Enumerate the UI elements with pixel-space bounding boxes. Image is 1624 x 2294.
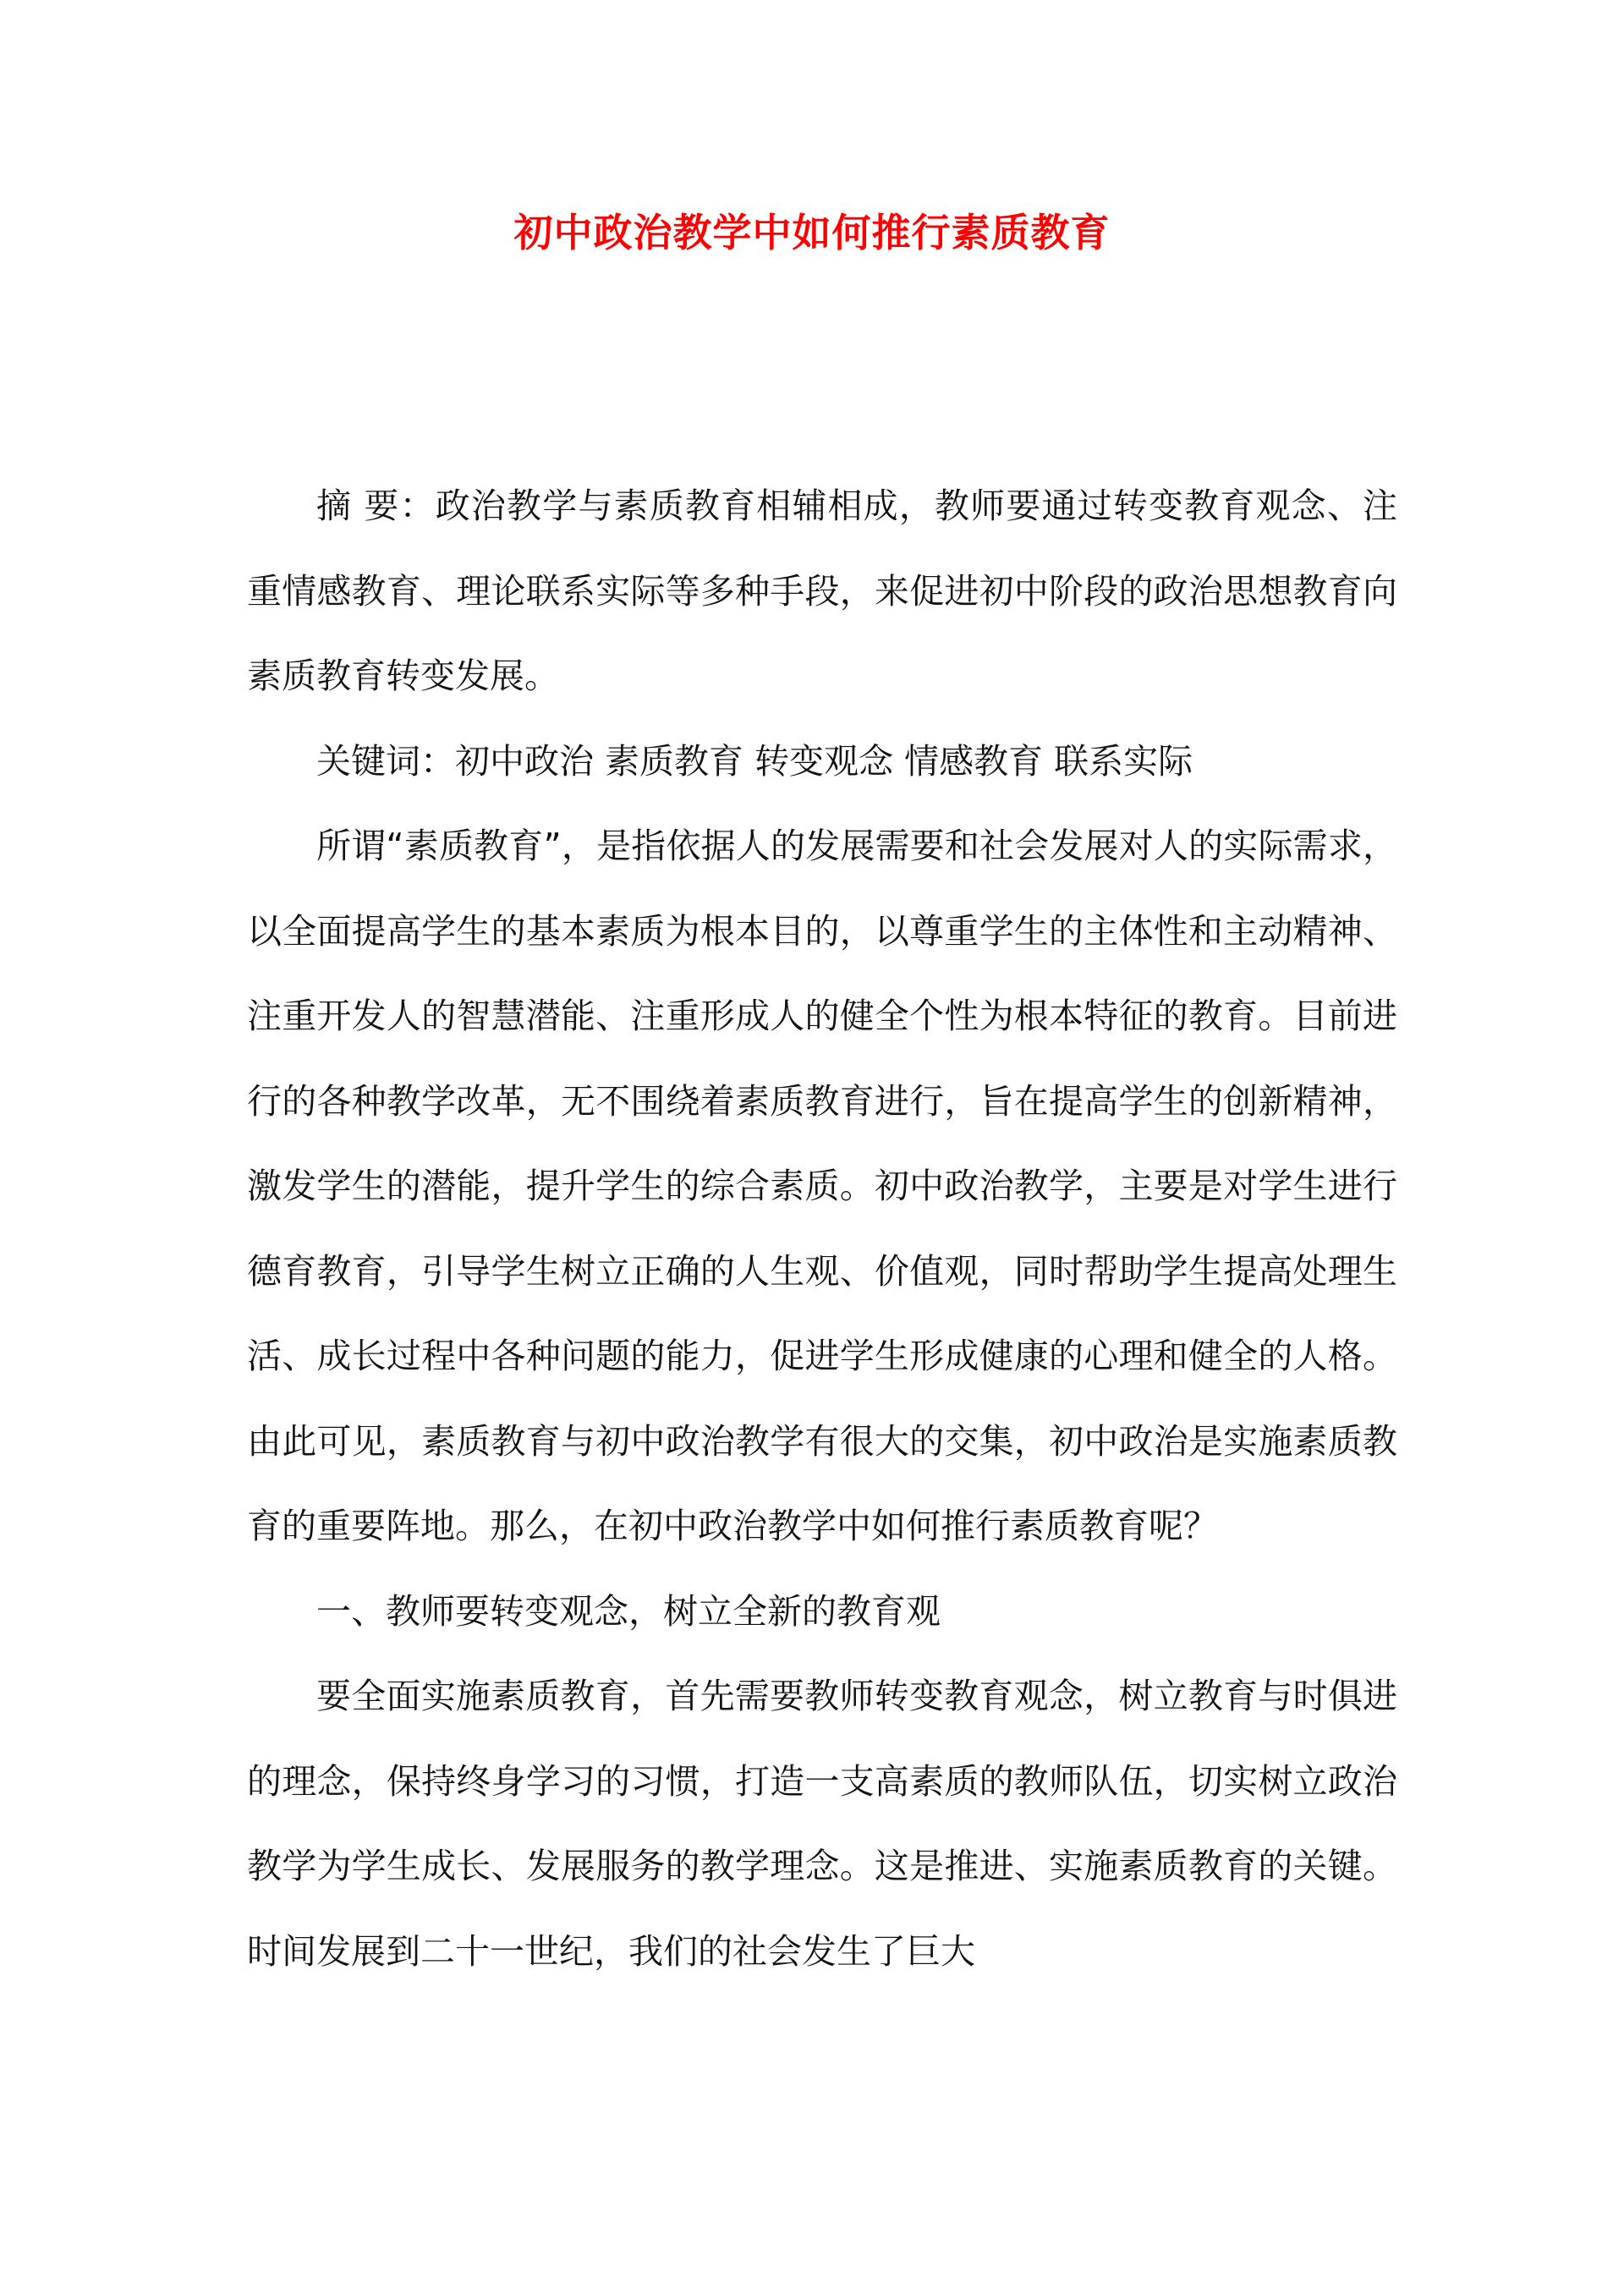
- body-paragraph: 要全面实施素质教育，首先需要教师转变教育观念，树立教育与时俱进的理念，保持终身学习的习惯，打造一支高素质的教师队伍，切实树立政治教学为学生成长、发展服务的教学理念。这是推进、实施素质教育的关键。时间发展到二十一世纪，我们的社会发生了巨大: [247, 1676, 1397, 1972]
- keywords-paragraph: 关键词：初中政治 素质教育 转变观念 情感教育 联系实际: [316, 740, 1193, 782]
- section-heading: 一、教师要转变观念，树立全新的教育观: [316, 1590, 941, 1632]
- document-body: [247, 464, 1397, 1994]
- abstract-paragraph: 摘 要：政治教学与素质教育相辅相成，教师要通过转变教育观念、注重情感教育、理论联系实际等多种手段，来促进初中阶段的政治思想教育向素质教育转变发展。: [247, 486, 1397, 696]
- document-title: 初中政治教学中如何推行素质教育: [513, 210, 1111, 255]
- body-paragraph: 所谓“素质教育”，是指依据人的发展需要和社会发展对人的实际需求，以全面提高学生的基本素质为根本目的，以尊重学生的主体性和主动精神、注重开发人的智慧潜能、注重形成人的健全个性为根本特征的教育。目前进行的各种教学改革，无不围绕着素质教育进行，旨在提高学生的创新精神，激发学生的潜能，提升学生的综合素质。初中政治教学，主要是对学生进行德育教育，引导学生树立正确的人生观、价值观，同时帮助学生提高处理生活、成长过程中各种问题的能力，促进学生形成健康的心理和健全的人格。由此可见，素质教育与初中政治教学有很大的交集，初中政治是实施素质教育的重要阵地。那么，在初中政治教学中如何推行素质教育呢？: [247, 826, 1397, 1546]
